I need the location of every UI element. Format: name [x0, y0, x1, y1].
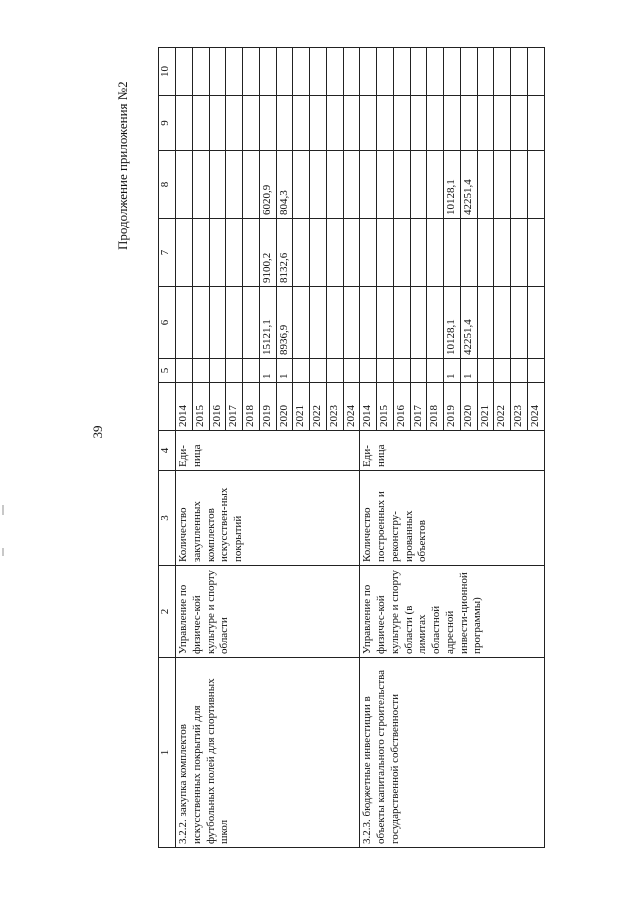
year-cell: 2016: [393, 383, 410, 431]
regional-cell: [226, 151, 243, 219]
col-number: 6: [159, 287, 176, 359]
other-cell: [343, 48, 360, 96]
local-cell: [192, 96, 209, 151]
federal-cell: [326, 219, 343, 287]
regional-cell: [494, 151, 511, 219]
quantity-cell: [427, 359, 444, 383]
total-cell: 10128,1: [444, 287, 461, 359]
regional-cell: [176, 151, 193, 219]
regional-cell: [511, 151, 528, 219]
unit-cell: Еди-ница: [176, 431, 360, 471]
year-cell: 2018: [427, 383, 444, 431]
col-number-spacer: [159, 383, 176, 431]
total-cell: [176, 287, 193, 359]
total-cell: [494, 287, 511, 359]
other-cell: [460, 48, 477, 96]
total-cell: [310, 287, 327, 359]
col-number: 10: [159, 48, 176, 96]
federal-cell: [176, 219, 193, 287]
quantity-cell: [226, 359, 243, 383]
federal-cell: 8132,6: [276, 219, 293, 287]
executor-cell: Управление по физичес-кой культуре и спорту области: [176, 566, 360, 658]
quantity-cell: [243, 359, 260, 383]
activity-cell: 3.2.2. закупка комплектов искусственных покрытий для футбольных полей для спортивных школ: [176, 658, 360, 848]
local-cell: [243, 96, 260, 151]
other-cell: [326, 48, 343, 96]
federal-cell: [243, 219, 260, 287]
col-number: 1: [159, 658, 176, 848]
quantity-cell: [377, 359, 394, 383]
total-cell: [226, 287, 243, 359]
total-cell: [393, 287, 410, 359]
quantity-cell: [511, 359, 528, 383]
quantity-cell: [360, 359, 377, 383]
year-cell: 2020: [276, 383, 293, 431]
quantity-cell: [209, 359, 226, 383]
federal-cell: [393, 219, 410, 287]
regional-cell: 10128,1: [444, 151, 461, 219]
quantity-cell: [293, 359, 310, 383]
year-cell: 2015: [377, 383, 394, 431]
local-cell: [511, 96, 528, 151]
year-cell: 2017: [226, 383, 243, 431]
quantity-cell: [393, 359, 410, 383]
local-cell: [527, 96, 544, 151]
total-cell: [293, 287, 310, 359]
total-cell: [243, 287, 260, 359]
regional-cell: [293, 151, 310, 219]
federal-cell: [343, 219, 360, 287]
total-cell: [360, 287, 377, 359]
quantity-cell: [192, 359, 209, 383]
quantity-cell: [310, 359, 327, 383]
year-cell: 2019: [259, 383, 276, 431]
total-cell: [511, 287, 528, 359]
other-cell: [494, 48, 511, 96]
page-number: 39: [90, 425, 105, 439]
year-cell: 2015: [192, 383, 209, 431]
table-row: [176, 48, 193, 848]
quantity-cell: [477, 359, 494, 383]
federal-cell: [377, 219, 394, 287]
unit-cell: Еди-ница: [360, 431, 544, 471]
executor-cell: Управление по физичес-кой культуре и спорту области (в лимитах областной адресной инвести-ционной программы): [360, 566, 544, 658]
other-cell: [293, 48, 310, 96]
scan-artifact: [2, 505, 4, 515]
other-cell: [410, 48, 427, 96]
federal-cell: [527, 219, 544, 287]
indicator-cell: Количество закупленных комплектов искусствен-ных покрытий: [176, 471, 360, 566]
quantity-cell: 1: [259, 359, 276, 383]
program-table: [158, 47, 545, 848]
total-cell: [477, 287, 494, 359]
federal-cell: [293, 219, 310, 287]
other-cell: [511, 48, 528, 96]
other-cell: [310, 48, 327, 96]
col-number: 4: [159, 431, 176, 471]
quantity-cell: 1: [460, 359, 477, 383]
total-cell: 8936,9: [276, 287, 293, 359]
other-cell: [444, 48, 461, 96]
federal-cell: [511, 219, 528, 287]
local-cell: [276, 96, 293, 151]
other-cell: [176, 48, 193, 96]
regional-cell: [527, 151, 544, 219]
federal-cell: [477, 219, 494, 287]
local-cell: [293, 96, 310, 151]
regional-cell: [326, 151, 343, 219]
federal-cell: [427, 219, 444, 287]
local-cell: [393, 96, 410, 151]
table-row: [360, 48, 377, 848]
total-cell: [527, 287, 544, 359]
quantity-cell: [527, 359, 544, 383]
federal-cell: [209, 219, 226, 287]
local-cell: [477, 96, 494, 151]
regional-cell: 42251,4: [460, 151, 477, 219]
quantity-cell: 1: [276, 359, 293, 383]
col-number: 7: [159, 219, 176, 287]
local-cell: [410, 96, 427, 151]
scan-artifact: [2, 548, 4, 556]
col-number: 3: [159, 471, 176, 566]
federal-cell: [192, 219, 209, 287]
federal-cell: [494, 219, 511, 287]
regional-cell: [343, 151, 360, 219]
local-cell: [360, 96, 377, 151]
federal-cell: [310, 219, 327, 287]
year-cell: 2022: [310, 383, 327, 431]
total-cell: [326, 287, 343, 359]
regional-cell: 6020,9: [259, 151, 276, 219]
other-cell: [360, 48, 377, 96]
year-cell: 2016: [209, 383, 226, 431]
local-cell: [226, 96, 243, 151]
federal-cell: [226, 219, 243, 287]
quantity-cell: [410, 359, 427, 383]
total-cell: [343, 287, 360, 359]
year-cell: 2023: [326, 383, 343, 431]
local-cell: [444, 96, 461, 151]
activity-cell: 3.2.3. бюджетные инвестиции в объекты капитального строительства государственной собственности: [360, 658, 544, 848]
other-cell: [477, 48, 494, 96]
regional-cell: [410, 151, 427, 219]
quantity-cell: [343, 359, 360, 383]
federal-cell: [444, 219, 461, 287]
regional-cell: [243, 151, 260, 219]
federal-cell: [410, 219, 427, 287]
col-number: 9: [159, 96, 176, 151]
regional-cell: [477, 151, 494, 219]
regional-cell: [377, 151, 394, 219]
other-cell: [243, 48, 260, 96]
total-cell: 15121,1: [259, 287, 276, 359]
other-cell: [209, 48, 226, 96]
total-cell: [427, 287, 444, 359]
total-cell: 42251,4: [460, 287, 477, 359]
year-cell: 2014: [176, 383, 193, 431]
regional-cell: [427, 151, 444, 219]
year-cell: 2021: [477, 383, 494, 431]
federal-cell: [460, 219, 477, 287]
quantity-cell: [326, 359, 343, 383]
year-cell: 2014: [360, 383, 377, 431]
year-cell: 2021: [293, 383, 310, 431]
quantity-cell: [176, 359, 193, 383]
year-cell: 2018: [243, 383, 260, 431]
total-cell: [410, 287, 427, 359]
year-cell: 2020: [460, 383, 477, 431]
appendix-continuation-label: Продолжение приложения №2: [115, 81, 130, 250]
federal-cell: [360, 219, 377, 287]
local-cell: [259, 96, 276, 151]
local-cell: [343, 96, 360, 151]
other-cell: [393, 48, 410, 96]
regional-cell: [393, 151, 410, 219]
local-cell: [427, 96, 444, 151]
local-cell: [209, 96, 226, 151]
other-cell: [527, 48, 544, 96]
local-cell: [176, 96, 193, 151]
year-cell: 2024: [527, 383, 544, 431]
local-cell: [310, 96, 327, 151]
federal-cell: 9100,2: [259, 219, 276, 287]
other-cell: [192, 48, 209, 96]
indicator-cell: Количество построенных и реконстру-ированных объектов: [360, 471, 544, 566]
regional-cell: [360, 151, 377, 219]
col-number: 2: [159, 566, 176, 658]
year-cell: 2022: [494, 383, 511, 431]
total-cell: [192, 287, 209, 359]
other-cell: [226, 48, 243, 96]
regional-cell: 804,3: [276, 151, 293, 219]
column-number-row: [159, 48, 176, 848]
year-cell: 2023: [511, 383, 528, 431]
other-cell: [427, 48, 444, 96]
year-cell: 2019: [444, 383, 461, 431]
regional-cell: [209, 151, 226, 219]
local-cell: [460, 96, 477, 151]
other-cell: [259, 48, 276, 96]
total-cell: [209, 287, 226, 359]
col-number: 5: [159, 359, 176, 383]
quantity-cell: [494, 359, 511, 383]
total-cell: [377, 287, 394, 359]
year-cell: 2017: [410, 383, 427, 431]
local-cell: [326, 96, 343, 151]
other-cell: [276, 48, 293, 96]
local-cell: [494, 96, 511, 151]
year-cell: 2024: [343, 383, 360, 431]
regional-cell: [192, 151, 209, 219]
col-number: 8: [159, 151, 176, 219]
other-cell: [377, 48, 394, 96]
local-cell: [377, 96, 394, 151]
quantity-cell: 1: [444, 359, 461, 383]
regional-cell: [310, 151, 327, 219]
